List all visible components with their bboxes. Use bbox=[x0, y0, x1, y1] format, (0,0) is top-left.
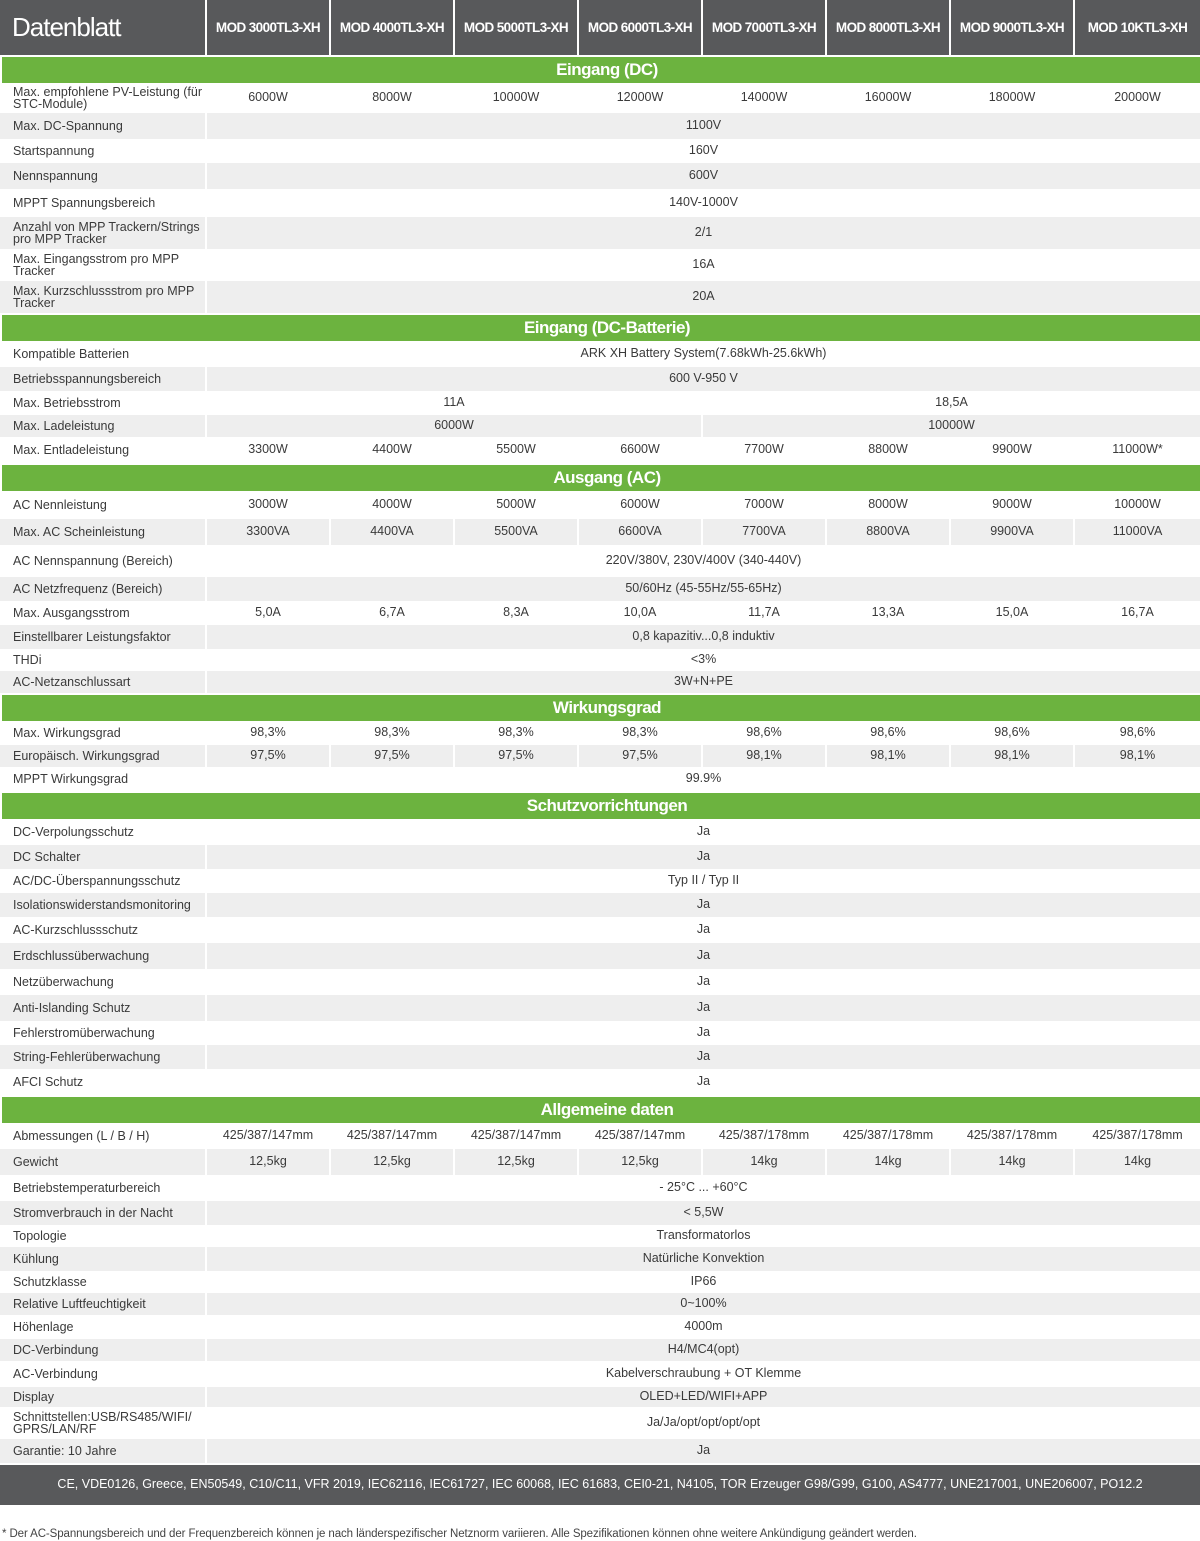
spec-value: 12000W bbox=[577, 83, 701, 113]
spec-label: Gewicht bbox=[0, 1149, 205, 1175]
spec-label: Anzahl von MPP Trackern/Strings pro MPP Tracker bbox=[0, 217, 205, 249]
datasheet-title: Datenblatt bbox=[0, 0, 205, 55]
spec-label: Kühlung bbox=[0, 1247, 205, 1271]
spec-value: 8000W bbox=[329, 83, 453, 113]
spec-row bbox=[0, 601, 1200, 625]
spec-value: 12,5kg bbox=[577, 1149, 701, 1175]
spec-value: 8,3A bbox=[453, 601, 577, 625]
spec-value: Ja bbox=[205, 1045, 1200, 1069]
spec-label: Stromverbrauch in der Nacht bbox=[0, 1201, 205, 1225]
spec-row bbox=[0, 367, 1200, 391]
spec-value: 425/387/178mm bbox=[701, 1123, 825, 1149]
spec-row bbox=[0, 341, 1200, 367]
spec-row bbox=[0, 1361, 1200, 1387]
header-row bbox=[0, 0, 1200, 55]
spec-value: 98,1% bbox=[825, 745, 949, 767]
spec-value: 425/387/147mm bbox=[453, 1123, 577, 1149]
spec-label: DC-Verpolungsschutz bbox=[13, 824, 134, 839]
spec-row bbox=[0, 625, 1200, 649]
spec-row bbox=[0, 869, 1200, 893]
spec-label: AC-Verbindung bbox=[13, 1366, 98, 1381]
spec-row bbox=[0, 1247, 1200, 1271]
spec-value: 6600W bbox=[577, 437, 701, 463]
spec-value: Ja bbox=[205, 845, 1200, 869]
spec-row bbox=[0, 545, 1200, 577]
spec-row bbox=[0, 767, 1200, 791]
spec-value: 11A bbox=[205, 391, 701, 415]
spec-value: 14000W bbox=[701, 83, 825, 113]
spec-value: Ja bbox=[205, 1069, 1200, 1095]
spec-value: Ja bbox=[205, 1021, 1200, 1045]
section-header bbox=[0, 693, 1200, 721]
spec-label: Betriebstemperaturbereich bbox=[13, 1180, 161, 1195]
spec-value: 50/60Hz (45-55Hz/55-65Hz) bbox=[205, 577, 1200, 601]
spec-value: 20A bbox=[205, 281, 1200, 313]
spec-value: 11000W* bbox=[1073, 437, 1200, 463]
spec-row bbox=[0, 437, 1200, 463]
spec-label: Höhenlage bbox=[13, 1319, 74, 1334]
spec-value: 99.9% bbox=[205, 767, 1200, 791]
spec-value: 98,6% bbox=[701, 721, 825, 745]
spec-value: 10000W bbox=[701, 415, 1200, 437]
spec-value: 97,5% bbox=[577, 745, 701, 767]
spec-value: IP66 bbox=[205, 1271, 1200, 1293]
spec-value: 12,5kg bbox=[453, 1149, 577, 1175]
spec-value: 20000W bbox=[1073, 83, 1200, 113]
spec-value: Natürliche Konvektion bbox=[205, 1247, 1200, 1271]
spec-row bbox=[0, 671, 1200, 693]
spec-value: 16A bbox=[205, 249, 1200, 281]
spec-value: 98,6% bbox=[949, 721, 1073, 745]
spec-label: Nennspannung bbox=[0, 163, 205, 189]
spec-value: 5000W bbox=[453, 491, 577, 519]
spec-label: Max. Entladeleistung bbox=[13, 442, 130, 457]
spec-row bbox=[0, 969, 1200, 995]
spec-value: 140V-1000V bbox=[205, 189, 1200, 217]
section-title: Ausgang (AC) bbox=[0, 463, 1200, 491]
section-header bbox=[0, 791, 1200, 819]
spec-value: H4/MC4(opt) bbox=[205, 1339, 1200, 1361]
spec-label: Garantie: 10 Jahre bbox=[0, 1439, 205, 1463]
spec-value: - 25°C ... +60°C bbox=[205, 1175, 1200, 1201]
section-header bbox=[0, 55, 1200, 83]
spec-label: Schnittstellen:USB/RS485/WIFI/ GPRS/LAN/RF bbox=[13, 1409, 192, 1436]
spec-label: AC-Netzanschlussart bbox=[0, 671, 205, 693]
spec-value: 5500W bbox=[453, 437, 577, 463]
spec-row bbox=[0, 1069, 1200, 1095]
spec-value: Typ II / Typ II bbox=[205, 869, 1200, 893]
model-header: MOD 8000TL3-XH bbox=[825, 0, 949, 55]
spec-row bbox=[0, 1123, 1200, 1149]
spec-value: 4000m bbox=[205, 1315, 1200, 1339]
spec-value: 18,5A bbox=[701, 391, 1200, 415]
spec-label: Max. Eingangsstrom pro MPP Tracker bbox=[13, 251, 179, 278]
spec-value: Ja bbox=[205, 943, 1200, 969]
spec-value: 600 V-950 V bbox=[205, 367, 1200, 391]
spec-row bbox=[0, 113, 1200, 139]
spec-value: Ja/Ja/opt/opt/opt/opt bbox=[205, 1407, 1200, 1439]
spec-value: 6000W bbox=[205, 415, 701, 437]
spec-row bbox=[0, 1387, 1200, 1407]
spec-value: Ja bbox=[205, 917, 1200, 943]
spec-row bbox=[0, 995, 1200, 1021]
spec-value: 9000W bbox=[949, 491, 1073, 519]
section-header bbox=[0, 313, 1200, 341]
spec-row bbox=[0, 819, 1200, 845]
model-header: MOD 9000TL3-XH bbox=[949, 0, 1073, 55]
spec-value: 98,3% bbox=[453, 721, 577, 745]
spec-value: 97,5% bbox=[329, 745, 453, 767]
spec-row bbox=[0, 721, 1200, 745]
spec-value: 12,5kg bbox=[329, 1149, 453, 1175]
spec-row bbox=[0, 83, 1200, 113]
spec-row bbox=[0, 577, 1200, 601]
certifications-row bbox=[0, 1463, 1200, 1505]
spec-value: 6,7A bbox=[329, 601, 453, 625]
spec-row bbox=[0, 1271, 1200, 1293]
spec-label: Display bbox=[0, 1387, 205, 1407]
spec-value: ARK XH Battery System(7.68kWh-25.6kWh) bbox=[205, 341, 1200, 367]
spec-value: 97,5% bbox=[453, 745, 577, 767]
spec-label: AC Nennleistung bbox=[13, 497, 107, 512]
spec-label: Max. DC-Spannung bbox=[0, 113, 205, 139]
spec-value: Transformatorlos bbox=[205, 1225, 1200, 1247]
spec-label: Startspannung bbox=[13, 143, 95, 158]
spec-value: Ja bbox=[205, 819, 1200, 845]
spec-value: 98,6% bbox=[825, 721, 949, 745]
spec-value: 4000W bbox=[329, 491, 453, 519]
section-title: Eingang (DC-Batterie) bbox=[0, 313, 1200, 341]
spec-label: Max. empfohlene PV-Leistung (für STC-Module) bbox=[13, 84, 202, 111]
spec-value: <3% bbox=[205, 649, 1200, 671]
footnote: * Der AC-Spannungsbereich und der Frequenzbereich können je nach länderspezifischer Netznorm variieren. Alle Spezifikationen können ohne weitere Ankündigung geändert werden. bbox=[2, 1528, 917, 1540]
spec-label: Abmessungen (L / B / H) bbox=[13, 1128, 150, 1143]
spec-value: 97,5% bbox=[205, 745, 329, 767]
spec-value: Ja bbox=[205, 969, 1200, 995]
spec-row bbox=[0, 189, 1200, 217]
spec-value: 16,7A bbox=[1073, 601, 1200, 625]
spec-label: MPPT Wirkungsgrad bbox=[13, 771, 129, 786]
spec-value: 5500VA bbox=[453, 519, 577, 545]
model-header: MOD 10KTL3-XH bbox=[1073, 0, 1200, 55]
spec-label: AC/DC-Überspannungsschutz bbox=[13, 873, 181, 888]
spec-row bbox=[0, 649, 1200, 671]
spec-label: Netzüberwachung bbox=[13, 974, 114, 989]
spec-value: 15,0A bbox=[949, 601, 1073, 625]
spec-value: < 5,5W bbox=[205, 1201, 1200, 1225]
spec-row bbox=[0, 491, 1200, 519]
spec-label: Kompatible Batterien bbox=[13, 346, 130, 361]
spec-value: 10000W bbox=[453, 83, 577, 113]
spec-label: AC Nennspannung (Bereich) bbox=[13, 553, 173, 568]
spec-value: 14kg bbox=[825, 1149, 949, 1175]
spec-row bbox=[0, 893, 1200, 917]
spec-row bbox=[0, 163, 1200, 189]
spec-row bbox=[0, 917, 1200, 943]
spec-label: Max. AC Scheinleistung bbox=[0, 519, 205, 545]
spec-value: 5,0A bbox=[205, 601, 329, 625]
spec-value: 7000W bbox=[701, 491, 825, 519]
spec-value: 6600VA bbox=[577, 519, 701, 545]
spec-value: 0~100% bbox=[205, 1293, 1200, 1315]
spec-value: 6000W bbox=[205, 83, 329, 113]
spec-value: 8800W bbox=[825, 437, 949, 463]
spec-label: Schutzklasse bbox=[13, 1274, 87, 1289]
model-header: MOD 4000TL3-XH bbox=[329, 0, 453, 55]
spec-value: 425/387/178mm bbox=[1073, 1123, 1200, 1149]
spec-row bbox=[0, 1315, 1200, 1339]
spec-label: Betriebsspannungsbereich bbox=[0, 367, 205, 391]
certifications: CE, VDE0126, Greece, EN50549, C10/C11, VFR 2019, IEC62116, IEC61727, IEC 60068, IEC 61683, CEI0-21, N4105, TOR Erzeuger G98/G99, G100, AS4777, UNE217001, UNE206007, PO12.2 bbox=[0, 1463, 1200, 1505]
spec-value: 98,3% bbox=[577, 721, 701, 745]
spec-value: Ja bbox=[205, 995, 1200, 1021]
spec-value: 98,1% bbox=[701, 745, 825, 767]
spec-value: 98,3% bbox=[205, 721, 329, 745]
spec-label: Anti-Islanding Schutz bbox=[0, 995, 205, 1021]
spec-value: 8000W bbox=[825, 491, 949, 519]
spec-row bbox=[0, 249, 1200, 281]
spec-row bbox=[0, 745, 1200, 767]
spec-value: 2/1 bbox=[205, 217, 1200, 249]
spec-value: 13,3A bbox=[825, 601, 949, 625]
spec-value: 425/387/178mm bbox=[949, 1123, 1073, 1149]
spec-row bbox=[0, 139, 1200, 163]
spec-value: 0,8 kapazitiv...0,8 induktiv bbox=[205, 625, 1200, 649]
spec-value: 16000W bbox=[825, 83, 949, 113]
spec-label: Einstellbarer Leistungsfaktor bbox=[0, 625, 205, 649]
model-header: MOD 5000TL3-XH bbox=[453, 0, 577, 55]
spec-row bbox=[0, 281, 1200, 313]
datasheet-body bbox=[0, 55, 1200, 1505]
spec-value: 3300VA bbox=[205, 519, 329, 545]
spec-value: 160V bbox=[205, 139, 1200, 163]
spec-value: 7700W bbox=[701, 437, 825, 463]
spec-value: 10000W bbox=[1073, 491, 1200, 519]
spec-value: 18000W bbox=[949, 83, 1073, 113]
spec-row bbox=[0, 1225, 1200, 1247]
spec-value: 220V/380V, 230V/400V (340-440V) bbox=[205, 545, 1200, 577]
spec-value: 11000VA bbox=[1073, 519, 1200, 545]
spec-value: 6000W bbox=[577, 491, 701, 519]
spec-row bbox=[0, 1175, 1200, 1201]
spec-value: 14kg bbox=[949, 1149, 1073, 1175]
spec-row bbox=[0, 1201, 1200, 1225]
section-title: Allgemeine daten bbox=[0, 1095, 1200, 1123]
spec-value: Ja bbox=[205, 1439, 1200, 1463]
section-header bbox=[0, 1095, 1200, 1123]
spec-value: 98,3% bbox=[329, 721, 453, 745]
section-header bbox=[0, 463, 1200, 491]
spec-label: MPPT Spannungsbereich bbox=[13, 195, 156, 210]
spec-row bbox=[0, 1407, 1200, 1439]
spec-value: 12,5kg bbox=[205, 1149, 329, 1175]
spec-row bbox=[0, 519, 1200, 545]
spec-label: DC Schalter bbox=[0, 845, 205, 869]
spec-label: Isolationswiderstandsmonitoring bbox=[0, 893, 205, 917]
spec-label: DC-Verbindung bbox=[0, 1339, 205, 1361]
spec-row bbox=[0, 391, 1200, 415]
spec-value: 14kg bbox=[1073, 1149, 1200, 1175]
spec-value: 3000W bbox=[205, 491, 329, 519]
spec-label: Erdschlussüberwachung bbox=[0, 943, 205, 969]
spec-value: 10,0A bbox=[577, 601, 701, 625]
spec-row bbox=[0, 845, 1200, 869]
spec-label: Max. Kurzschlussstrom pro MPP Tracker bbox=[0, 281, 205, 313]
spec-value: Kabelverschraubung + OT Klemme bbox=[205, 1361, 1200, 1387]
spec-value: 7700VA bbox=[701, 519, 825, 545]
spec-value: 8800VA bbox=[825, 519, 949, 545]
spec-value: 425/387/147mm bbox=[577, 1123, 701, 1149]
spec-value: 11,7A bbox=[701, 601, 825, 625]
spec-label: Fehlerstromüberwachung bbox=[13, 1025, 155, 1040]
spec-value: 425/387/147mm bbox=[205, 1123, 329, 1149]
spec-label: Europäisch. Wirkungsgrad bbox=[0, 745, 205, 767]
spec-row bbox=[0, 1149, 1200, 1175]
spec-row bbox=[0, 943, 1200, 969]
section-title: Eingang (DC) bbox=[0, 55, 1200, 83]
spec-label: THDi bbox=[13, 652, 42, 667]
spec-value: 3300W bbox=[205, 437, 329, 463]
spec-value: 9900W bbox=[949, 437, 1073, 463]
spec-row bbox=[0, 415, 1200, 437]
spec-value: Ja bbox=[205, 893, 1200, 917]
spec-value: OLED+LED/WIFI+APP bbox=[205, 1387, 1200, 1407]
model-header: MOD 7000TL3-XH bbox=[701, 0, 825, 55]
spec-value: 1100V bbox=[205, 113, 1200, 139]
spec-row bbox=[0, 217, 1200, 249]
spec-label: AC Netzfrequenz (Bereich) bbox=[0, 577, 205, 601]
spec-value: 3W+N+PE bbox=[205, 671, 1200, 693]
section-title: Wirkungsgrad bbox=[0, 693, 1200, 721]
spec-value: 425/387/147mm bbox=[329, 1123, 453, 1149]
spec-label: Max. Betriebsstrom bbox=[13, 395, 121, 410]
model-header: MOD 6000TL3-XH bbox=[577, 0, 701, 55]
spec-value: 600V bbox=[205, 163, 1200, 189]
spec-label: Relative Luftfeuchtigkeit bbox=[0, 1293, 205, 1315]
spec-label: Max. Ladeleistung bbox=[0, 415, 205, 437]
spec-row bbox=[0, 1021, 1200, 1045]
spec-label: Topologie bbox=[13, 1228, 67, 1243]
spec-row bbox=[0, 1045, 1200, 1069]
spec-row bbox=[0, 1293, 1200, 1315]
spec-row bbox=[0, 1339, 1200, 1361]
spec-value: 98,1% bbox=[949, 745, 1073, 767]
spec-label: AC-Kurzschlussschutz bbox=[13, 922, 139, 937]
spec-value: 4400W bbox=[329, 437, 453, 463]
spec-value: 98,1% bbox=[1073, 745, 1200, 767]
spec-value: 9900VA bbox=[949, 519, 1073, 545]
spec-value: 425/387/178mm bbox=[825, 1123, 949, 1149]
spec-label: String-Fehlerüberwachung bbox=[0, 1045, 205, 1069]
spec-value: 4400VA bbox=[329, 519, 453, 545]
spec-label: AFCI Schutz bbox=[13, 1074, 84, 1089]
spec-label: Max. Ausgangsstrom bbox=[13, 605, 130, 620]
spec-value: 98,6% bbox=[1073, 721, 1200, 745]
spec-label: Max. Wirkungsgrad bbox=[13, 725, 121, 740]
spec-row bbox=[0, 1439, 1200, 1463]
section-title: Schutzvorrichtungen bbox=[0, 791, 1200, 819]
model-header: MOD 3000TL3-XH bbox=[205, 0, 329, 55]
spec-value: 14kg bbox=[701, 1149, 825, 1175]
